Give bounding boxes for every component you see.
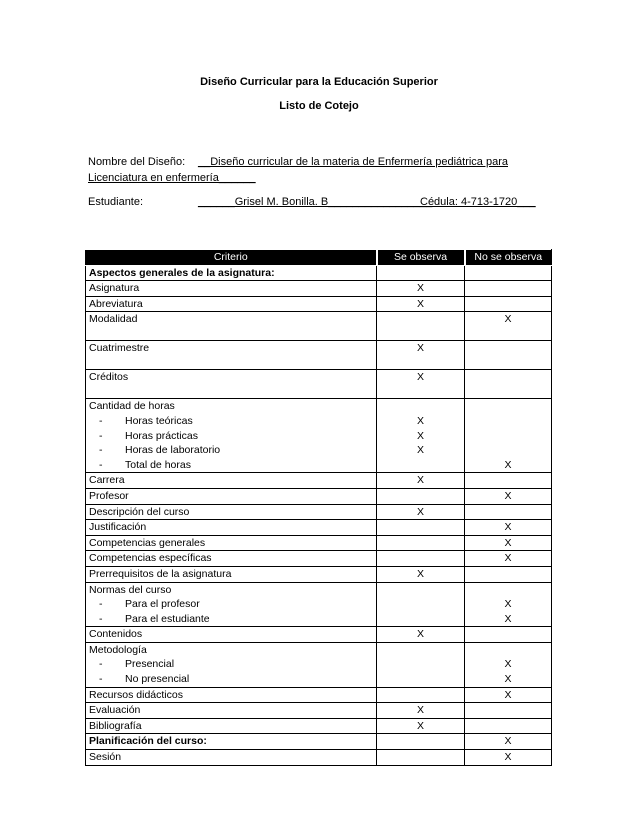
se-observa-mark: [380, 551, 461, 566]
no-se-observa-mark: X: [504, 612, 512, 625]
sub-criterio: [89, 612, 373, 627]
cedula: Cédula: 4-713-1720___: [420, 196, 536, 208]
se-observa-cell: [377, 642, 465, 687]
no-se-observa-mark: X: [504, 489, 512, 502]
no-se-observa-cell: [465, 520, 552, 536]
table-row: [86, 370, 552, 399]
criterio-cell: [86, 582, 377, 627]
criterio-label: Justificación: [89, 521, 147, 534]
se-observa-mark: [380, 657, 461, 672]
criterio-cell: [86, 399, 377, 473]
table-row: [86, 535, 552, 551]
se-observa-cell: [377, 399, 465, 473]
criterio-label: Aspectos generales de la asignatura:: [89, 266, 275, 279]
no-se-observa-cell: [465, 566, 552, 582]
sub-criterio-label: Presencial: [125, 658, 175, 671]
criterio-label: Descripción del curso: [89, 505, 190, 518]
se-observa-cell: [377, 488, 465, 504]
se-observa-mark: [380, 520, 461, 535]
table-row: [86, 718, 552, 734]
se-observa-mark: [380, 489, 461, 504]
criterio-cell: [86, 488, 377, 504]
se-observa-mark: [380, 536, 461, 551]
criterio-cell: [86, 296, 377, 312]
criterio-cell: [86, 281, 377, 297]
no-se-observa-mark: [468, 583, 548, 598]
criterio-label: Competencias específicas: [89, 552, 212, 565]
criterio-label: Abreviatura: [89, 297, 143, 310]
header-no-se-observa: No se observa: [465, 250, 552, 266]
no-se-observa-cell: [465, 551, 552, 567]
se-observa-mark: [380, 672, 461, 687]
design-value-line1: __Diseño curricular de la materia de Enfermería pediátrica para: [198, 156, 508, 168]
no-se-observa-mark: X: [504, 313, 512, 326]
se-observa-cell: [377, 265, 465, 281]
no-se-observa-mark: [468, 370, 548, 385]
no-se-observa-mark: [468, 627, 548, 642]
criterio-cell: [86, 473, 377, 489]
table-row: [86, 750, 552, 766]
no-se-observa-cell: [465, 399, 552, 473]
se-observa-cell: [377, 535, 465, 551]
criterio-cell: [86, 734, 377, 750]
bullet-dash: -: [99, 444, 103, 457]
table-row: [86, 488, 552, 504]
sub-criterio: [89, 429, 373, 444]
se-observa-mark: [380, 734, 461, 749]
se-observa-cell: [377, 687, 465, 703]
no-se-observa-mark: X: [504, 536, 512, 549]
se-observa-cell: [377, 504, 465, 520]
sub-criterio: [89, 414, 373, 429]
table-row: [86, 399, 552, 473]
no-se-observa-cell: [465, 473, 552, 489]
header-criterio: Criterio: [86, 250, 377, 266]
criterio-label: Carrera: [89, 474, 125, 487]
table-row: [86, 296, 552, 312]
student-value: ______Grisel M. Bonilla. B_________________: [198, 196, 433, 208]
se-observa-mark: [380, 643, 461, 658]
no-se-observa-mark: X: [504, 673, 512, 686]
table-row: [86, 473, 552, 489]
no-se-observa-cell: [465, 703, 552, 719]
bullet-dash: -: [99, 673, 103, 686]
no-se-observa-cell: [465, 341, 552, 370]
criterio-label: Planificación del curso:: [89, 735, 207, 748]
no-se-observa-cell: [465, 535, 552, 551]
sub-criterio: [89, 657, 373, 672]
document-title: Diseño Curricular para la Educación Superior: [200, 76, 438, 88]
table-row: [86, 281, 552, 297]
se-observa-cell: [377, 582, 465, 627]
criterio-label: Sesión: [89, 751, 122, 764]
no-se-observa-mark: X: [504, 552, 512, 565]
se-observa-mark: [380, 688, 461, 703]
no-se-observa-mark: X: [504, 688, 512, 701]
criterio-label: Competencias generales: [89, 536, 206, 549]
sub-criterio-label: Total de horas: [125, 458, 191, 471]
criterio-cell: [86, 520, 377, 536]
criterio-label: Modalidad: [89, 313, 138, 326]
table-header-row: [86, 250, 552, 266]
criterio-label: Evaluación: [89, 704, 141, 717]
criterio-label: Recursos didácticos: [89, 688, 183, 701]
no-se-observa-mark: [468, 399, 548, 414]
table-row: [86, 566, 552, 582]
bullet-dash: -: [99, 429, 103, 442]
bullet-dash: -: [99, 458, 103, 471]
se-observa-mark: X: [416, 505, 424, 518]
se-observa-mark: X: [416, 414, 424, 427]
no-se-observa-cell: [465, 627, 552, 643]
criterio-cell: [86, 687, 377, 703]
criterio-cell: [86, 703, 377, 719]
table-row: [86, 703, 552, 719]
se-observa-cell: [377, 703, 465, 719]
table-row: [86, 312, 552, 341]
no-se-observa-mark: X: [504, 658, 512, 671]
criterio-cell: [86, 370, 377, 399]
no-se-observa-mark: X: [504, 458, 512, 471]
se-observa-mark: X: [416, 719, 424, 732]
design-value-line2: Licenciatura en enfermería______: [88, 172, 256, 184]
criterio-label: Profesor: [89, 489, 129, 502]
document-subtitle: Listo de Cotejo: [279, 100, 359, 112]
table-row: [86, 520, 552, 536]
se-observa-mark: [380, 612, 461, 627]
se-observa-cell: [377, 296, 465, 312]
table-row: [86, 734, 552, 750]
no-se-observa-mark: X: [504, 521, 512, 534]
criterio-label: Bibliografía: [89, 719, 142, 732]
criterio-cell: [86, 642, 377, 687]
table-row: [86, 687, 552, 703]
no-se-observa-mark: [468, 281, 548, 296]
se-observa-mark: X: [416, 282, 424, 295]
criterio-label: Asignatura: [89, 282, 140, 295]
criterio-cell: [86, 750, 377, 766]
criterio-cell: [86, 627, 377, 643]
sub-criterio-label: Horas de laboratorio: [125, 444, 221, 457]
criterio-label: Metodología: [89, 643, 147, 656]
no-se-observa-mark: [468, 473, 548, 488]
no-se-observa-mark: [468, 341, 548, 356]
se-observa-mark: X: [416, 429, 424, 442]
se-observa-mark: [380, 458, 461, 473]
sub-criterio: [89, 672, 373, 687]
se-observa-mark: X: [416, 342, 424, 355]
se-observa-cell: [377, 312, 465, 341]
table-row: [86, 341, 552, 370]
table-row: [86, 582, 552, 627]
student-label: Estudiante:: [88, 196, 144, 208]
no-se-observa-mark: X: [504, 735, 512, 748]
criterio-cell: [86, 504, 377, 520]
no-se-observa-cell: [465, 734, 552, 750]
criterio-cell: [86, 535, 377, 551]
no-se-observa-mark: [468, 719, 548, 734]
sub-criterio-label: Horas prácticas: [125, 429, 198, 442]
se-observa-cell: [377, 627, 465, 643]
bullet-dash: -: [99, 612, 103, 625]
se-observa-mark: X: [416, 628, 424, 641]
sub-criterio: [89, 597, 373, 612]
se-observa-mark: [380, 750, 461, 765]
table-row: [86, 627, 552, 643]
checklist-table: [85, 249, 552, 766]
se-observa-cell: [377, 566, 465, 582]
no-se-observa-mark: X: [504, 751, 512, 764]
no-se-observa-cell: [465, 504, 552, 520]
no-se-observa-cell: [465, 265, 552, 281]
criterio-cell: [86, 566, 377, 582]
no-se-observa-mark: [468, 414, 548, 429]
no-se-observa-mark: [468, 703, 548, 718]
no-se-observa-cell: [465, 582, 552, 627]
sub-criterio-label: No presencial: [125, 673, 190, 686]
no-se-observa-cell: [465, 370, 552, 399]
se-observa-mark: X: [416, 371, 424, 384]
bullet-dash: -: [99, 658, 103, 671]
header-se-observa: Se observa: [377, 250, 465, 266]
no-se-observa-cell: [465, 296, 552, 312]
criterio-label: Contenidos: [89, 628, 143, 641]
no-se-observa-mark: [468, 505, 548, 520]
criterio-label: Normas del curso: [89, 583, 172, 596]
criterio-cell: [86, 341, 377, 370]
se-observa-mark: [380, 266, 461, 281]
se-observa-mark: [380, 312, 461, 327]
criterio-cell: [86, 551, 377, 567]
no-se-observa-cell: [465, 718, 552, 734]
no-se-observa-mark: [468, 429, 548, 444]
no-se-observa-mark: [468, 266, 548, 281]
table-row: [86, 265, 552, 281]
criterio-label: Cuatrimestre: [89, 342, 150, 355]
sub-criterio: [89, 443, 373, 458]
se-observa-cell: [377, 734, 465, 750]
bullet-dash: -: [99, 414, 103, 427]
se-observa-mark: X: [416, 297, 424, 310]
se-observa-mark: X: [416, 444, 424, 457]
criterio-cell: [86, 312, 377, 341]
se-observa-cell: [377, 473, 465, 489]
no-se-observa-cell: [465, 488, 552, 504]
table-row: [86, 504, 552, 520]
se-observa-cell: [377, 520, 465, 536]
se-observa-mark: X: [416, 704, 424, 717]
criterio-cell: [86, 718, 377, 734]
no-se-observa-mark: [468, 297, 548, 312]
no-se-observa-mark: [468, 643, 548, 658]
se-observa-cell: [377, 370, 465, 399]
sub-criterio-label: Para el profesor: [125, 598, 200, 611]
no-se-observa-mark: X: [504, 598, 512, 611]
no-se-observa-cell: [465, 642, 552, 687]
se-observa-mark: [380, 597, 461, 612]
table-row: [86, 642, 552, 687]
no-se-observa-mark: [468, 443, 548, 458]
sub-criterio-label: Horas teóricas: [125, 414, 193, 427]
no-se-observa-mark: [468, 567, 548, 582]
sub-criterio-label: Para el estudiante: [125, 612, 210, 625]
bullet-dash: -: [99, 598, 103, 611]
se-observa-mark: X: [416, 474, 424, 487]
se-observa-mark: [380, 583, 461, 598]
se-observa-mark: [380, 399, 461, 414]
criterio-cell: [86, 265, 377, 281]
se-observa-cell: [377, 551, 465, 567]
table-row: [86, 551, 552, 567]
no-se-observa-cell: [465, 687, 552, 703]
no-se-observa-cell: [465, 281, 552, 297]
se-observa-cell: [377, 281, 465, 297]
no-se-observa-cell: [465, 312, 552, 341]
sub-criterio: [89, 458, 373, 473]
se-observa-mark: X: [416, 567, 424, 580]
no-se-observa-cell: [465, 750, 552, 766]
se-observa-cell: [377, 718, 465, 734]
se-observa-cell: [377, 750, 465, 766]
se-observa-cell: [377, 341, 465, 370]
design-label: Nombre del Diseño:: [88, 156, 186, 168]
criterio-label: Prerrequisitos de la asignatura: [89, 567, 232, 580]
criterio-label: Créditos: [89, 371, 129, 384]
criterio-label: Cantidad de horas: [89, 400, 175, 413]
